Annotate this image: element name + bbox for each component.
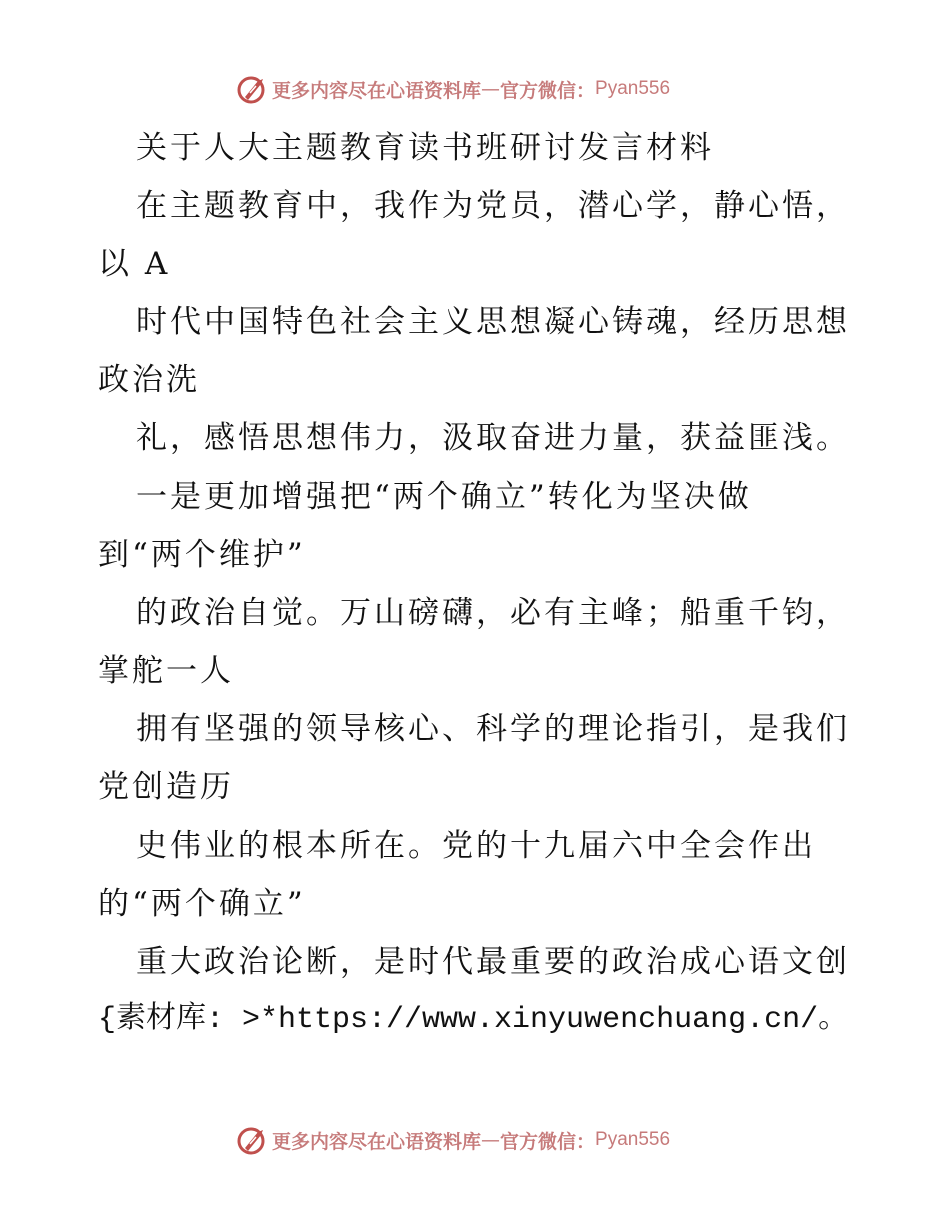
watermark-wechat-id: Pyan556 — [595, 1129, 671, 1150]
paragraph-line: 史伟业的根本所在。党的十九届六中全会作出 — [136, 828, 816, 864]
paragraph-line: 重大政治论断，是时代最重要的政治成心语文创 — [136, 944, 850, 980]
footer-watermark — [236, 1123, 670, 1157]
paragraph-line: 到“两个维护” — [98, 537, 306, 573]
paragraph-line: 的“两个确立” — [98, 886, 306, 922]
watermark-separator: — — [481, 78, 501, 100]
header-watermark — [236, 72, 670, 106]
watermark-wechat-id: Pyan556 — [595, 78, 671, 99]
source-link-line: {素材库: >*https://www.xinyuwenchuang.cn/。 — [98, 1003, 849, 1037]
paragraph-line: 一是更加增强把“两个确立”转化为坚决做 — [136, 479, 752, 515]
paragraph-line: 时代中国特色社会主义思想凝心铸魂，经历思想 — [136, 304, 850, 340]
paragraph-line: 的政治自觉。万山磅礴，必有主峰；船重千钧， — [136, 595, 850, 631]
watermark-site-text: 更多内容尽在心语资料库 — [272, 79, 482, 102]
paragraph-line: 以 A — [98, 246, 171, 282]
paragraph-line: 在主题教育中，我作为党员，潜心学，静心悟， — [136, 188, 850, 224]
paragraph-line: 拥有坚强的领导核心、科学的理论指引，是我们 — [136, 711, 850, 747]
watermark-site-text: 更多内容尽在心语资料库 — [272, 1130, 482, 1153]
pen-nib-circle-icon — [236, 1124, 268, 1156]
watermark-wechat-label: 官方微信： — [500, 79, 596, 102]
watermark-separator: — — [481, 1129, 501, 1151]
paragraph-line: 掌舵一人 — [98, 653, 234, 689]
paragraph-line: 党创造历 — [98, 769, 234, 805]
document-title: 关于人大主题教育读书班研讨发言材料 — [136, 130, 714, 166]
watermark-wechat-label: 官方微信： — [500, 1130, 596, 1153]
paragraph-line: 礼，感悟思想伟力，汲取奋进力量，获益匪浅。 — [136, 420, 850, 456]
paragraph-line: 政治洗 — [98, 362, 200, 398]
pen-nib-circle-icon — [236, 73, 268, 105]
